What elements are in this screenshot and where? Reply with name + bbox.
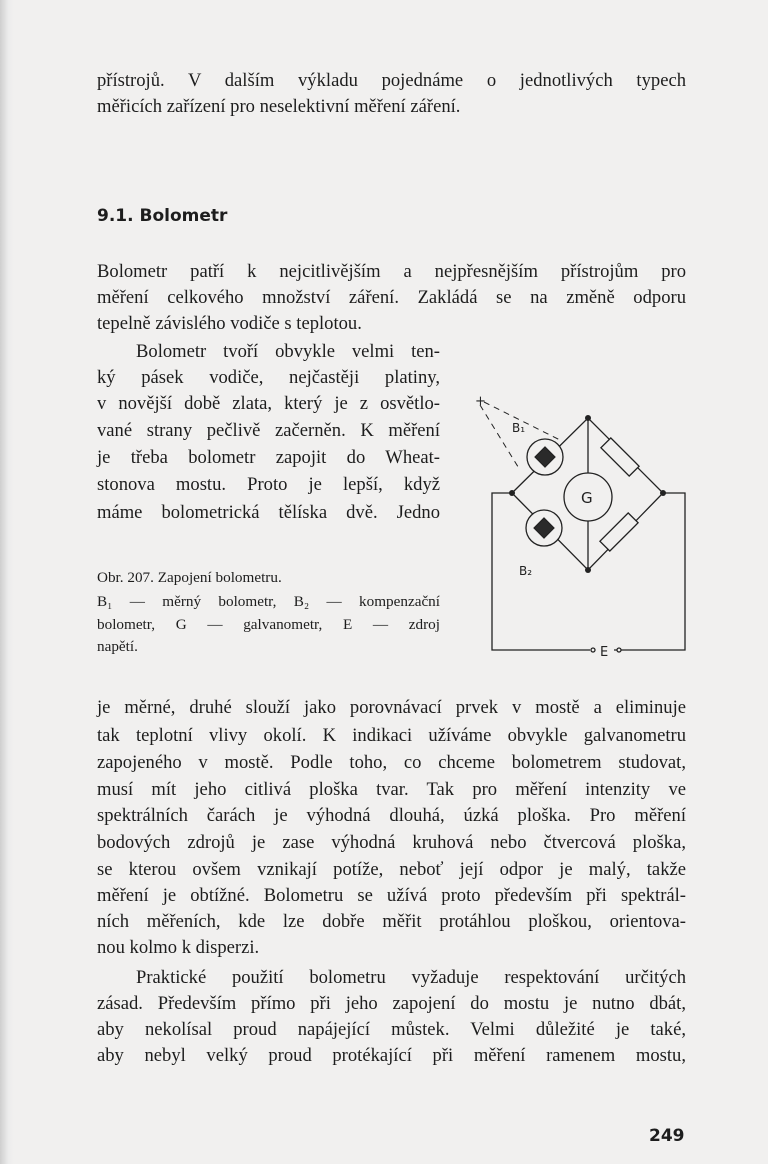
- text-line: máme bolometrická tělíska dvě. Jedno: [97, 502, 440, 523]
- page-binding-edge: [0, 0, 14, 1164]
- text-line: vané strany pečlivě začerněn. K měření: [97, 420, 440, 441]
- bolometer-b2: [526, 510, 562, 546]
- g-label: G: [581, 489, 593, 507]
- resistor-bottom: [600, 513, 638, 551]
- supply-wire-right: [606, 493, 685, 650]
- text-line: musí mít jeho citlivá ploška tvar. Tak pro měření intenzity ve: [97, 779, 686, 800]
- figure-caption-line: B₁ — měrný bolometr, B₂ — kompenzační: [97, 593, 440, 610]
- page-number: 249: [649, 1126, 685, 1146]
- plus-label: +: [475, 394, 486, 409]
- text-line: je třeba bolometr zapojit do Wheat-: [97, 447, 440, 468]
- section-heading: 9.1. Bolometr: [97, 206, 228, 226]
- resistor-top: [601, 438, 639, 476]
- text-line: zásad. Především přímo při jeho zapojení do mostu je nutno dbát,: [97, 993, 686, 1014]
- text-line: nou kolmo k disperzi.: [97, 937, 260, 958]
- text-line: měřicích zařízení pro neselektivní měření záření.: [97, 96, 461, 117]
- text-line: bodových zdrojů je zase výhodná kruhová nebo čtvercová ploška,: [97, 832, 686, 853]
- text-line: tepelně závislého vodiče s teplotou.: [97, 313, 362, 334]
- text-line: Praktické použití bolometru vyžaduje respektování určitých: [136, 967, 686, 988]
- text-line: přístrojů. V dalším výkladu pojednáme o jednotlivých typech: [97, 70, 686, 91]
- text-line: aby nebyl velký proud protékající při měření ramenem mostu,: [97, 1045, 686, 1066]
- text-line: je měrné, druhé slouží jako porovnávací prvek v mostě a eliminuje: [97, 697, 686, 718]
- text-line: aby nekolísal proud napájející můstek. Velmi důležité je také,: [97, 1019, 686, 1040]
- figure-caption-title: Obr. 207. Zapojení bolometru.: [97, 569, 282, 586]
- text-line: měření je obtížné. Bolometru se užívá proto především při spektrál-: [97, 885, 686, 906]
- text-line: měření celkového množství záření. Zakládá se na změně odporu: [97, 287, 686, 308]
- text-line: spektrálních čarách je výhodná dlouhá, úzká ploška. Pro měření: [97, 805, 686, 826]
- text-line: ký pásek vodiče, nejčastěji platiny,: [97, 367, 440, 388]
- figure-caption-line: bolometr, G — galvanometr, E — zdroj: [97, 616, 440, 633]
- b1-label: B₁: [512, 421, 526, 435]
- text-line: Bolometr tvoří obvykle velmi ten-: [136, 341, 440, 362]
- bolometer-b1: [527, 439, 563, 475]
- text-line: v novější době zlata, který je z osvětlo-: [97, 393, 440, 414]
- text-line: ních měřeních, kde lze dobře měřit protáhlou ploškou, orientova-: [97, 911, 686, 932]
- text-line: stonova mostu. Proto je lepší, když: [97, 474, 440, 495]
- wheatstone-bridge-diagram: [470, 365, 700, 665]
- text-line: Bolometr patří k nejcitlivějším a nejpřesnějším přístrojům pro: [97, 261, 686, 282]
- text-line: tak teplotní vlivy okolí. K indikaci užíváme obvykle galvanometru: [97, 725, 686, 746]
- text-line: zapojeného v mostě. Podle toho, co chceme bolometrem studovat,: [97, 752, 686, 773]
- e-label: E: [600, 645, 609, 660]
- text-line: se kterou ovšem vznikají potíže, neboť její odpor je malý, takže: [97, 859, 686, 880]
- b2-label: B₂: [519, 564, 533, 578]
- figure-caption-line: napětí.: [97, 638, 138, 655]
